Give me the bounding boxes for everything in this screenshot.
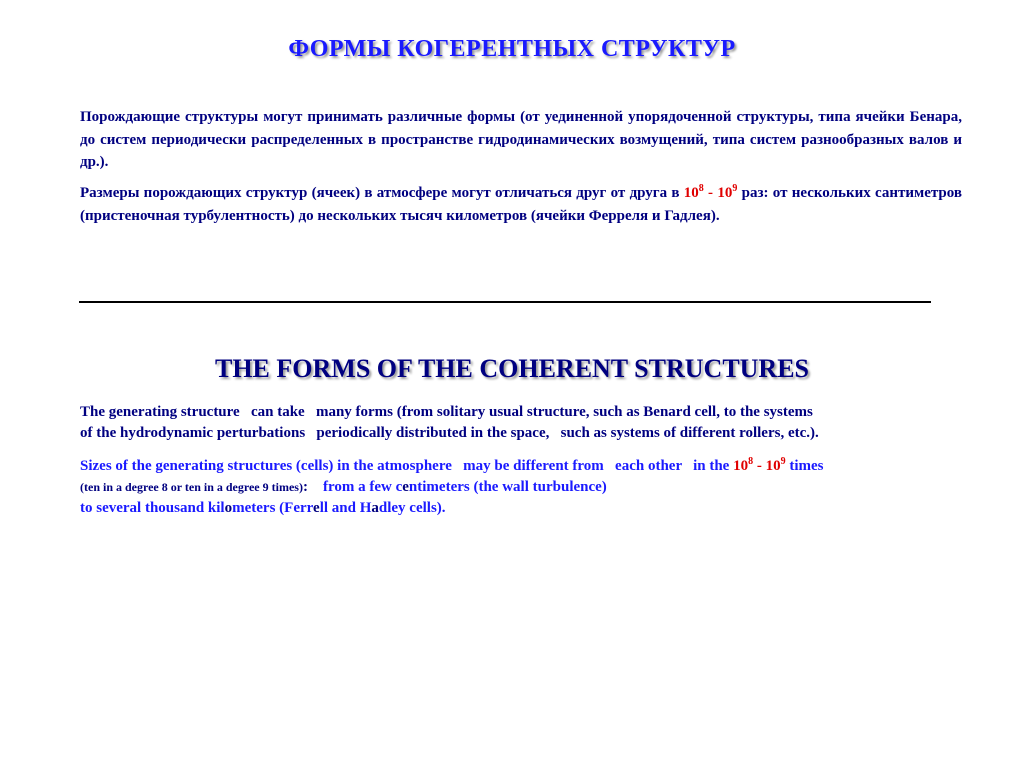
ratio-high-exponent: 9 bbox=[732, 183, 738, 194]
text-run: times bbox=[785, 458, 824, 474]
text-run: uted in the space, such as systems of different rollers, etc.). bbox=[438, 425, 819, 441]
english-paragraph-1 bbox=[80, 402, 960, 444]
text-run: : bbox=[302, 479, 308, 495]
text-run: o bbox=[342, 425, 350, 441]
ratio-high-base: 10 bbox=[765, 458, 781, 474]
text-run: e bbox=[402, 479, 409, 495]
ratio-dash: - bbox=[703, 185, 718, 201]
text-run: Sizes of the generating structures (cells) in the atmosphere may be different from each other in the bbox=[80, 458, 734, 474]
english-paragraph-2-line-2 bbox=[80, 479, 607, 495]
english-paragraph-2-line-1 bbox=[80, 458, 824, 474]
russian-paragraph-2 bbox=[80, 182, 962, 227]
section-divider bbox=[79, 301, 931, 303]
english-paragraph-1-line-1 bbox=[80, 404, 813, 420]
text-run: b bbox=[430, 425, 439, 441]
text-run: o bbox=[442, 404, 451, 420]
ratio-low-base: 10 bbox=[733, 458, 749, 474]
text-run: ntimeters (the wall turbulence) bbox=[408, 479, 607, 495]
russian-title: ФОРМЫ КОГЕРЕНТНЫХ СТРУКТУР bbox=[288, 36, 736, 62]
ratio-low-exponent: 8 bbox=[748, 456, 754, 467]
english-paragraph-1-line-2 bbox=[80, 425, 819, 441]
text-run: dley cells). bbox=[378, 500, 446, 516]
text-run: from a few c bbox=[307, 479, 403, 495]
text-run: The generating structure can take many forms (from s bbox=[80, 404, 443, 420]
text-run: dically distr bbox=[349, 425, 426, 441]
text-run: litary usual structure, such as Benard cell, to the systems bbox=[450, 404, 813, 420]
text-run: a bbox=[371, 500, 379, 516]
text-run: e bbox=[313, 500, 320, 516]
russian-paragraph-1: Порождающие структуры могут принимать различные формы (от уединенной упорядоченной структуры, типа ячейки Бенара, до систем периодически распределенных в пространстве гидродинамических возмущений, типа систем разнообразных валов и др.). bbox=[80, 109, 962, 170]
text-run: meters (Ferr bbox=[232, 500, 314, 516]
text-run: of the hydrodynamic perturbations peri bbox=[80, 425, 343, 441]
russian-paragraph-2-text-b: раз: от нескольких сантиметров (пристеночная турбулентность) до нескольких тысяч километров (ячейки Ферреля и Гадлея). bbox=[80, 185, 963, 224]
english-paragraph-2-line-3 bbox=[80, 500, 446, 516]
text-run: o bbox=[224, 500, 233, 516]
russian-paragraph-2-text-a: Размеры порождающих структур (ячеек) в атмосфере могут отличаться друг от друга в bbox=[80, 185, 684, 201]
english-paragraph-2 bbox=[80, 456, 960, 519]
text-run: ll and H bbox=[319, 500, 372, 516]
degree-note: (ten in a degree 8 or ten in a degree 9 times) bbox=[80, 480, 303, 494]
ratio-high-base: 10 bbox=[717, 185, 733, 201]
english-title: THE FORMS OF THE COHERENT STRUCTURES bbox=[214, 354, 810, 383]
text-run: to several thousand kil bbox=[80, 500, 225, 516]
ratio-low-exponent: 8 bbox=[698, 183, 704, 194]
text-run: i bbox=[426, 425, 431, 441]
ratio-dash: - bbox=[753, 458, 766, 474]
ratio-low-base: 10 bbox=[683, 185, 699, 201]
ratio-high-exponent: 9 bbox=[780, 456, 786, 467]
